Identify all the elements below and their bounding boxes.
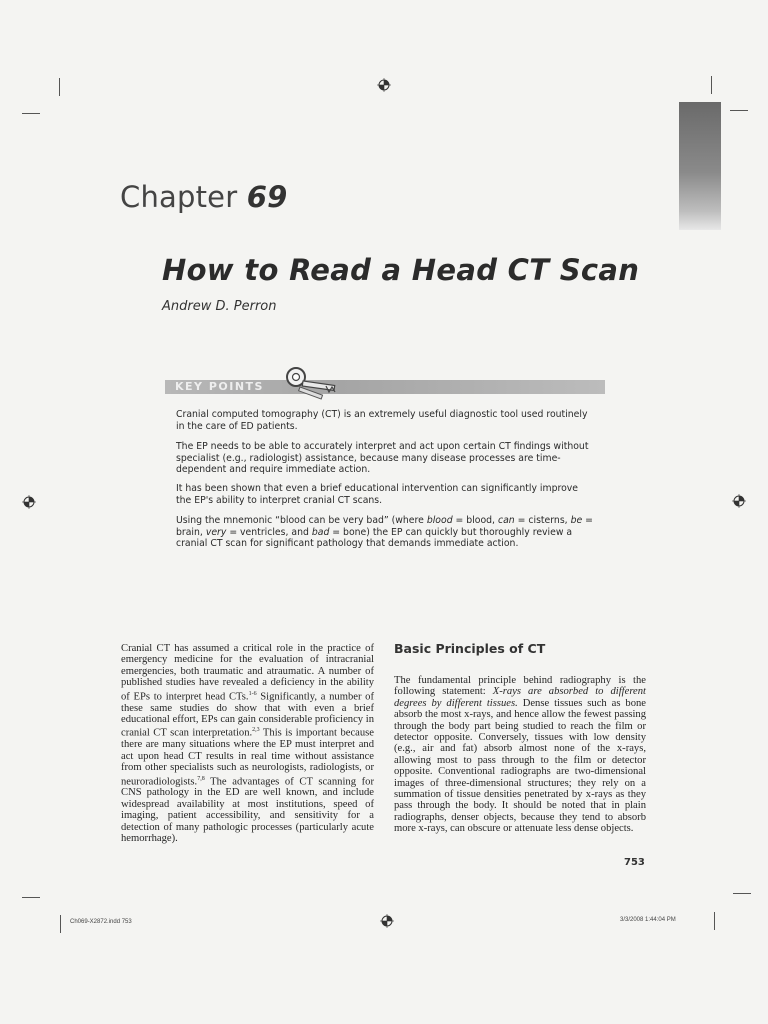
crop-mark [733,893,751,894]
text-run: Dense tissues such as bone absorb the most x-rays, and hence allow the fewest passing through the body part being studied to reach the film or detector opposite. Conversely, tissues with low density (e.g., air and fat) absorb almost none of the x-rays, allowing most to pass through to the film or detector opposite. Conventional radiographs are two-dimensional images of three-dimensional structures; they rely on a summation of tissue densities penetrated by x-rays as they pass through the body. It should be noted that in plain radiographs, denser objects, because they tend to absorb more x-rays, can obscure or attenuate less dense objects. [394,697,646,835]
citation-ref: 7,8 [197,775,205,782]
registration-mark-icon [732,494,746,508]
registration-mark-icon [380,914,394,928]
key-point-item: It has been shown that even a brief educational intervention can significantly improve the EP's ability to interpret cranial CT scans. [176,483,578,506]
text-run: = cisterns, [514,515,571,526]
crop-mark [711,76,712,94]
chapter-heading [120,180,288,214]
section-heading: Basic Principles of CT [394,641,546,656]
crop-mark [22,897,40,898]
mnemonic-term: bad [311,526,330,538]
crop-mark [22,113,40,114]
mnemonic-term: blood [426,515,453,526]
chapter-thumb-tab [679,102,721,230]
text-run: = bone) the EP can quickly but thoroughly review a cranial CT scan for significant pathology that demands immediate action. [176,526,573,550]
crop-mark [714,912,715,930]
section-paragraph [394,675,646,835]
text-run: = blood, [452,515,498,526]
key-point-item: The EP needs to be able to accurately interpret and act upon certain CT findings without specialist (e.g., radiologist) assistance, because many disease processes are time-dependent and require immediate action. [176,441,589,476]
key-point-item [176,515,596,550]
text-run: Using the mnemonic “blood can be very bad” (where [176,515,427,526]
chapter-number: 69 [246,180,288,214]
citation-ref: 1-6 [248,690,257,697]
mnemonic-term: can [497,515,515,526]
text-run: The advantages of CT scanning for CNS pathology in the ED are well known, and include widespread availability at most institutions, speed of imaging, patient accessibility, and sensitivity for a detection of many pathologic processes (particularly acute hemorrhage). [121,776,374,845]
text-run: = brain, [176,515,593,538]
registration-mark-icon [22,495,36,509]
file-slug: Ch069-X2872.indd 753 [70,919,132,925]
mnemonic-term: very [205,526,227,538]
text-run: Cranial CT has assumed a critical role in the practice of emergency medicine for the evaluation of intracranial emergencies, both traumatic and atraumatic. A number of published studies have revealed a deficiency in the ability of EPs to interpret head CTs. [121,643,374,703]
date-slug: 3/3/2008 1:44:04 PM [620,917,676,923]
text-run: Significantly, a number of these same studies do show that with even a brief educational effort, EPs can gain considerable proficiency in cranial CT scan interpretation. [121,691,375,739]
page-title: How to Read a Head CT Scan [162,253,640,287]
citation-ref: 2,3 [252,727,260,734]
text-run: = ventricles, and [226,526,312,538]
intro-paragraph [121,643,374,845]
author-name: Andrew D. Perron [162,299,277,314]
emphasis-text: X-rays are absorbed to different degrees by different tissues. [394,686,646,709]
keys-icon [282,364,342,400]
key-points-label: KEY POINTS [175,380,264,393]
registration-mark-icon [377,78,391,92]
chapter-label: Chapter [120,180,238,214]
crop-mark [730,110,748,111]
text-run: This is important because there are many situations where the EP must interpret and act upon head CT results in real time without assistance from other specialists such as neurologists, radiologists, or neuroradiologists. [121,727,374,788]
text-run: The fundamental principle behind radiography is the following statement: [394,675,646,698]
key-point-item: Cranial computed tomography (CT) is an extremely useful diagnostic tool used routinely in the care of ED patients. [176,409,588,432]
mnemonic-term: be [570,515,583,526]
page-number: 753 [624,857,645,868]
crop-mark [59,78,60,96]
crop-mark [60,915,61,933]
